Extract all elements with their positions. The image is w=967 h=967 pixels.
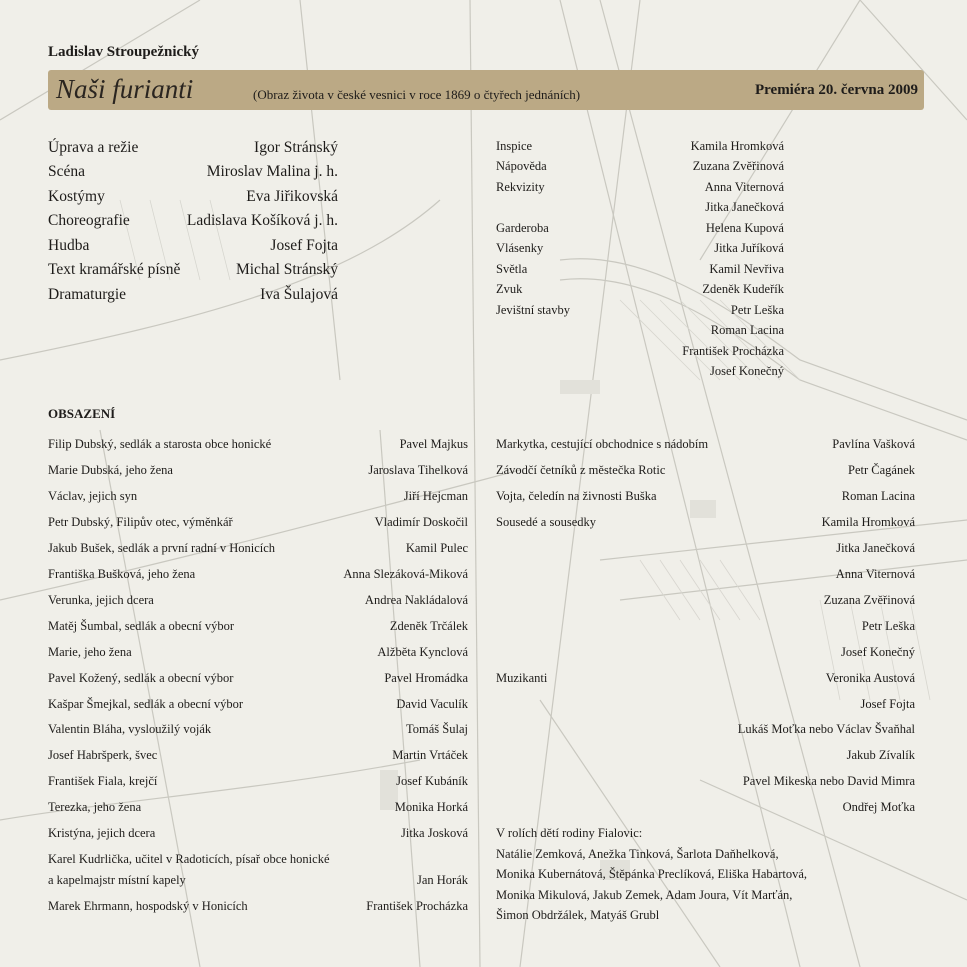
crew-role: Úprava a režie xyxy=(48,139,139,156)
cast-role: Markytka, cestující obchodnice s nádobím xyxy=(496,437,709,451)
crew-row xyxy=(48,188,338,212)
cast-actor: Josef Konečný xyxy=(841,645,915,659)
crew-name: Ladislava Košíková j. h. xyxy=(186,212,338,229)
cast-actor: Petr Čagánek xyxy=(848,463,915,477)
cast-role: Filip Dubský, sedlák a starosta obce honické xyxy=(48,437,272,451)
cast-role: Závodčí četníků z městečka Rotic xyxy=(496,463,666,477)
tech-label: Vlásenky xyxy=(496,241,544,255)
cast-actor: Kamila Hromková xyxy=(821,515,915,529)
tech-name: Petr Leška xyxy=(730,303,784,317)
cast-actor: Martin Vrtáček xyxy=(392,748,468,762)
cast-actor: Jan Horák xyxy=(416,873,468,887)
cast-actor: Josef Kubáník xyxy=(396,774,468,788)
children-line: Natálie Zemková, Anežka Tinková, Šarlota Daňhelková, xyxy=(496,846,779,861)
tech-label: Garderoba xyxy=(496,221,549,235)
children-block xyxy=(496,823,916,926)
cast-actor: Zuzana Zvěřinová xyxy=(823,593,915,607)
children-line: Monika Kubernátová, Štěpánka Preclíková, Eliška Habartová, xyxy=(496,867,808,881)
cast-actor: Lukáš Moťka nebo Václav Švaňhal xyxy=(737,722,915,736)
cast-actor: Vladimír Doskočil xyxy=(374,515,468,529)
tech-name: Jitka Janečková xyxy=(705,200,784,214)
crew-row xyxy=(48,139,338,163)
crew-name: Michal Stránský xyxy=(235,261,338,278)
cast-actor: Alžběta Kynclová xyxy=(377,645,468,659)
cast-role: František Fiala, krejčí xyxy=(48,774,158,788)
cast-actor: Petr Leška xyxy=(861,619,915,633)
tech-name: Josef Konečný xyxy=(710,364,784,378)
cast-heading: OBSAZENÍ xyxy=(48,406,116,421)
cast-role: Sousedé a sousedky xyxy=(496,515,596,529)
cast-role: Vojta, čeledín na živnosti Buška xyxy=(496,489,657,503)
crew-row xyxy=(48,237,338,261)
crew-name: Igor Stránský xyxy=(254,139,338,156)
cast-actor: Roman Lacina xyxy=(841,489,915,503)
tech-name: Zuzana Zvěřinová xyxy=(692,159,784,173)
tech-label: Nápověda xyxy=(496,159,547,173)
cast-role: Marie, jeho žena xyxy=(48,645,132,659)
premiere-date: Premiéra 20. června 2009 xyxy=(754,82,918,98)
crew-name: Miroslav Malina j. h. xyxy=(206,163,338,180)
tech-label: Zvuk xyxy=(496,282,523,296)
crew-name: Josef Fojta xyxy=(270,237,338,254)
crew-name: Iva Šulajová xyxy=(260,286,338,303)
cast-role: Valentin Bláha, vysloužilý voják xyxy=(48,722,212,736)
cast-actor: Kamil Pulec xyxy=(405,541,468,555)
cast-actor: Jitka Josková xyxy=(400,826,468,840)
cast-actor: Jitka Janečková xyxy=(836,541,915,555)
tech-name: Jitka Juříková xyxy=(714,241,784,255)
children-heading: V rolích dětí rodiny Fialovic: xyxy=(496,826,643,840)
tech-name: Roman Lacina xyxy=(710,323,784,337)
cast-role: Kristýna, jejich dcera xyxy=(48,826,156,840)
children-line: Monika Mikulová, Jakub Zemek, Adam Joura, Vít Marťán, xyxy=(496,887,793,902)
tech-label: Jevištní stavby xyxy=(496,303,570,317)
tech-name: Helena Kupová xyxy=(705,221,784,235)
tech-name: Anna Viternová xyxy=(704,180,784,194)
cast-actor: Veronika Austová xyxy=(825,671,915,685)
cast-actor: Jaroslava Tihelková xyxy=(368,463,468,477)
tech-label: Inspice xyxy=(496,139,533,153)
crew-role: Choreografie xyxy=(48,212,130,229)
cast-role: Petr Dubský, Filipův otec, výměnkář xyxy=(48,515,233,529)
crew-role: Scéna xyxy=(48,163,86,180)
cast-actor: Tomáš Šulaj xyxy=(406,722,468,736)
cast-actor: David Vaculík xyxy=(396,697,468,711)
cast-role: Terezka, jeho žena xyxy=(48,800,142,814)
tech-name: Kamila Hromková xyxy=(690,139,784,153)
crew-row xyxy=(48,261,338,285)
play-subtitle: (Obraz života v české vesnici v roce 1869 o čtyřech jednáních) xyxy=(253,87,581,102)
cast-role: Marie Dubská, jeho žena xyxy=(48,463,173,477)
cast-actor: Zdeněk Trčálek xyxy=(389,619,468,633)
tech-name: Kamil Nevřiva xyxy=(709,262,784,276)
cast-actor: Jakub Zívalík xyxy=(846,748,915,762)
crew-role: Text kramářské písně xyxy=(48,261,181,278)
cast-actor: Ondřej Moťka xyxy=(842,800,915,814)
cast-actor: Anna Slezáková-Miková xyxy=(343,567,468,581)
crew-role: Kostýmy xyxy=(48,188,105,205)
tech-name: František Procházka xyxy=(682,344,784,358)
tech-name: Zdeněk Kudeřík xyxy=(702,282,784,296)
cast-actor: Josef Fojta xyxy=(860,697,915,711)
cast-actor: Anna Viternová xyxy=(835,567,915,581)
children-line: Šimon Obdržálek, Matyáš Grubl xyxy=(496,908,660,922)
crew-role: Hudba xyxy=(48,237,90,254)
title-band xyxy=(48,70,924,110)
cast-role: a kapelmajstr místní kapely xyxy=(48,873,186,887)
cast-role: Verunka, jejich dcera xyxy=(48,593,154,607)
tech-label: Světla xyxy=(496,262,528,276)
cast-role: Václav, jejich syn xyxy=(48,489,138,503)
cast-actor: Jiří Hejcman xyxy=(403,489,468,503)
play-title: Naši furianti xyxy=(56,74,194,104)
cast-role: Marek Ehrmann, hospodský v Honicích xyxy=(48,899,248,913)
cast-role: Pavel Kožený, sedlák a obecní výbor xyxy=(48,671,234,685)
crew-row xyxy=(48,163,338,187)
crew-row xyxy=(48,286,338,310)
cast-actor: Pavel Mikeska nebo David Mimra xyxy=(742,774,915,788)
cast-actor: Pavlína Vašková xyxy=(832,437,915,451)
crew-name: Eva Jiřikovská xyxy=(246,188,338,205)
cast-role: Kašpar Šmejkal, sedlák a obecní výbor xyxy=(48,697,244,711)
cast-actor: Andrea Nakládalová xyxy=(364,593,468,607)
cast-role: Jakub Bušek, sedlák a první radní v Honicích xyxy=(48,541,276,555)
tech-label: Rekvizity xyxy=(496,180,545,194)
crew-role: Dramaturgie xyxy=(48,286,127,303)
crew-row xyxy=(48,212,338,236)
cast-role: Muzikanti xyxy=(496,671,548,685)
cast-role: Matěj Šumbal, sedlák a obecní výbor xyxy=(48,619,235,633)
cast-actor: Pavel Hromádka xyxy=(384,671,468,685)
cast-role: Františka Bušková, jeho žena xyxy=(48,567,196,581)
cast-actor: Pavel Majkus xyxy=(399,437,468,451)
cast-role: Josef Habršperk, švec xyxy=(48,748,158,762)
cast-actor: František Procházka xyxy=(366,899,468,913)
cast-actor: Monika Horká xyxy=(394,800,468,814)
cast-role: Karel Kudrlička, učitel v Radoticích, písař obce honické xyxy=(48,852,330,866)
author-name: Ladislav Stroupežnický xyxy=(48,44,200,60)
